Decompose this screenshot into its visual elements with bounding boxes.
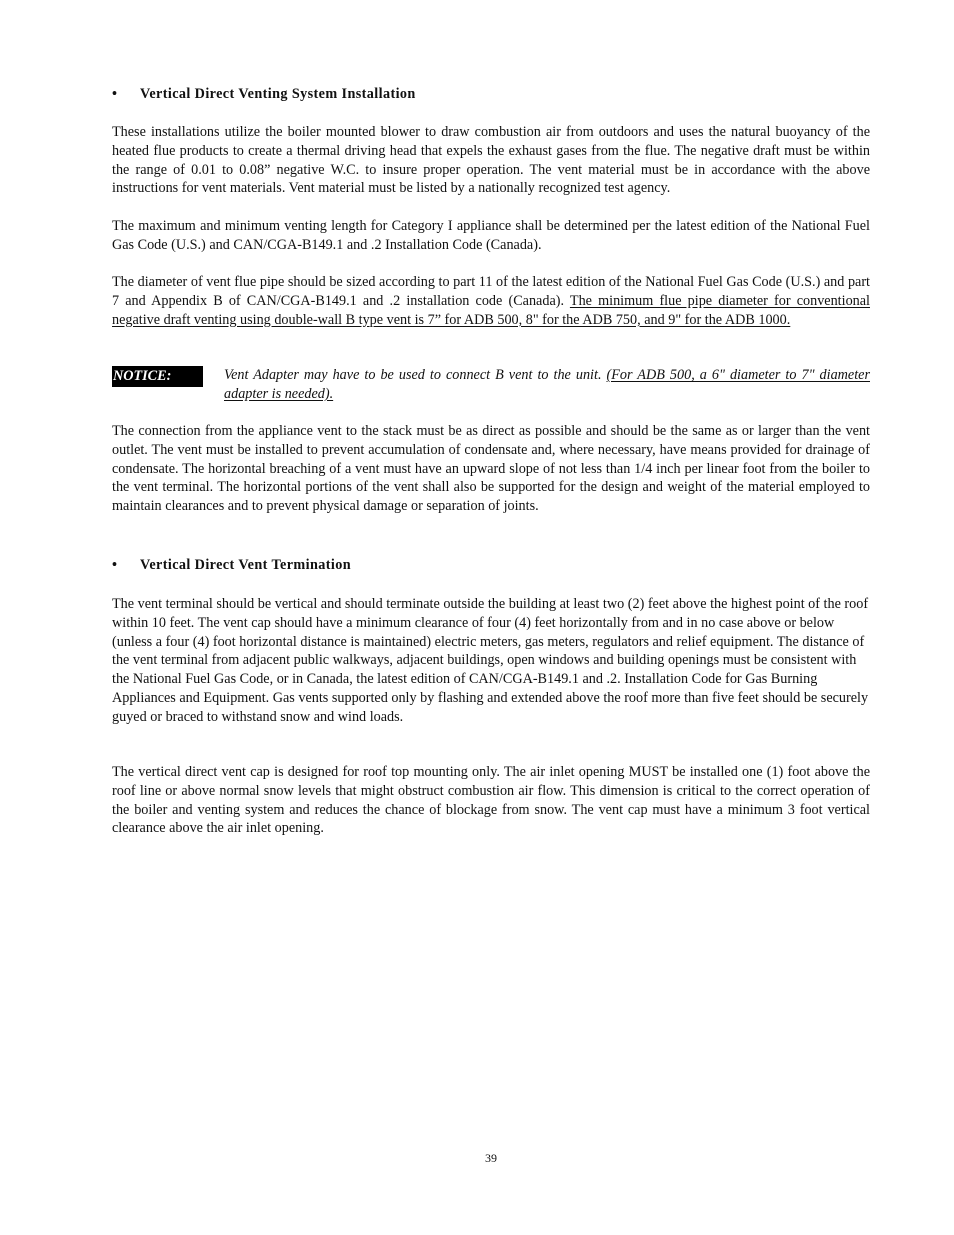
heading-text: Vertical Direct Venting System Installation: [140, 86, 416, 102]
paragraph-flue-diameter: [112, 273, 870, 329]
paragraph-vent-connection: The connection from the appliance vent to the stack must be as direct as possible and should be the same as or larger than the vent outlet. The vent must be installed to prevent accumulation of condensate and, where necessary, have means provided for drainage of condensate. The horizontal breaching of a vent must have an upward slope of not less than 1/4 inch per linear foot from the boiler to the vent terminal. The horizontal portions of the vent shall also be supported for the design and weight of the material employed to maintain clearances and to prevent physical damage or separation of joints.: [112, 423, 870, 515]
page-number: 39: [485, 1151, 497, 1165]
paragraph-terminal-placement: The vent terminal should be vertical and should terminate outside the building at least two (2) feet above the highest point of the roof within 10 feet. The vent cap should have a minimum clearance of four (4) feet horizontally from and in no case above or below (unless a four (4) foot horizontal distance is maintained) electric meters, gas meters, regulators and relief equipment. The distance of the vent terminal from adjacent public walkways, adjacent buildings, open windows and building openings must be consistent with the National Fuel Gas Code, or in Canada, the latest edition of CAN/CGA-B149.1 and .2. Installation Code for Gas Burning Appliances and Equipment. Gas vents supported only by flashing and extended above the roof more than five feet should be securely guyed or braced to withstand snow and wind loads.: [112, 596, 869, 725]
paragraph-vent-cap: The vertical direct vent cap is designed for roof top mounting only. The air inlet opening MUST be installed one (1) foot above the roof line or above normal snow levels that might obstruct combustion air flow. This dimension is critical to the correct operation of the boiler and venting system and reduces the chance of blockage from snow. The vent cap must have a minimum 3 foot vertical clearance above the air inlet opening.: [112, 764, 870, 837]
notice-main-text: Vent Adapter may have to be used to connect B vent to the unit.: [224, 367, 607, 383]
paragraph-venting-length: The maximum and minimum venting length for Category I appliance shall be determined per the latest edition of the National Fuel Gas Code (U.S.) and CAN/CGA-B149.1 and .2 Installation Code (Canada).: [112, 218, 870, 253]
section-heading-venting-installation: [112, 85, 416, 104]
flue-diameter-requirement: The minimum flue pipe diameter for conventional negative draft venting using double-wall B type vent is 7” for ADB 500, 8" for the ADB 750, and 9" for the ADB 1000.: [112, 292, 870, 328]
bullet-icon: •: [112, 86, 118, 102]
flue-diameter-text: The diameter of vent flue pipe should be sized according to part 11 of the latest edition of the National Fuel Gas Code (U.S.) and part 7 and Appendix B of CAN/CGA-B149.1 and .2 installation code (Canada).: [112, 274, 870, 309]
notice-label: NOTICE:: [112, 366, 203, 387]
notice-text: [224, 366, 870, 404]
heading-text: Vertical Direct Vent Termination: [140, 557, 352, 573]
notice-adapter-note: (For ADB 500, a 6" diameter to 7" diameter adapter is needed).: [224, 367, 870, 402]
bullet-icon: •: [112, 557, 118, 573]
paragraph-draft-overview: These installations utilize the boiler mounted blower to draw combustion air from outdoors and uses the natural buoyancy of the heated flue products to create a thermal driving head that expels the exhaust gases from the flue. The negative draft must be within the range of 0.01 to 0.08” negative W.C. to insure proper operation. The vent material must be in accordance with the above instructions for vent materials. Vent material must be listed by a nationally recognized test agency.: [112, 124, 870, 197]
section-heading-vent-termination: [112, 556, 351, 575]
